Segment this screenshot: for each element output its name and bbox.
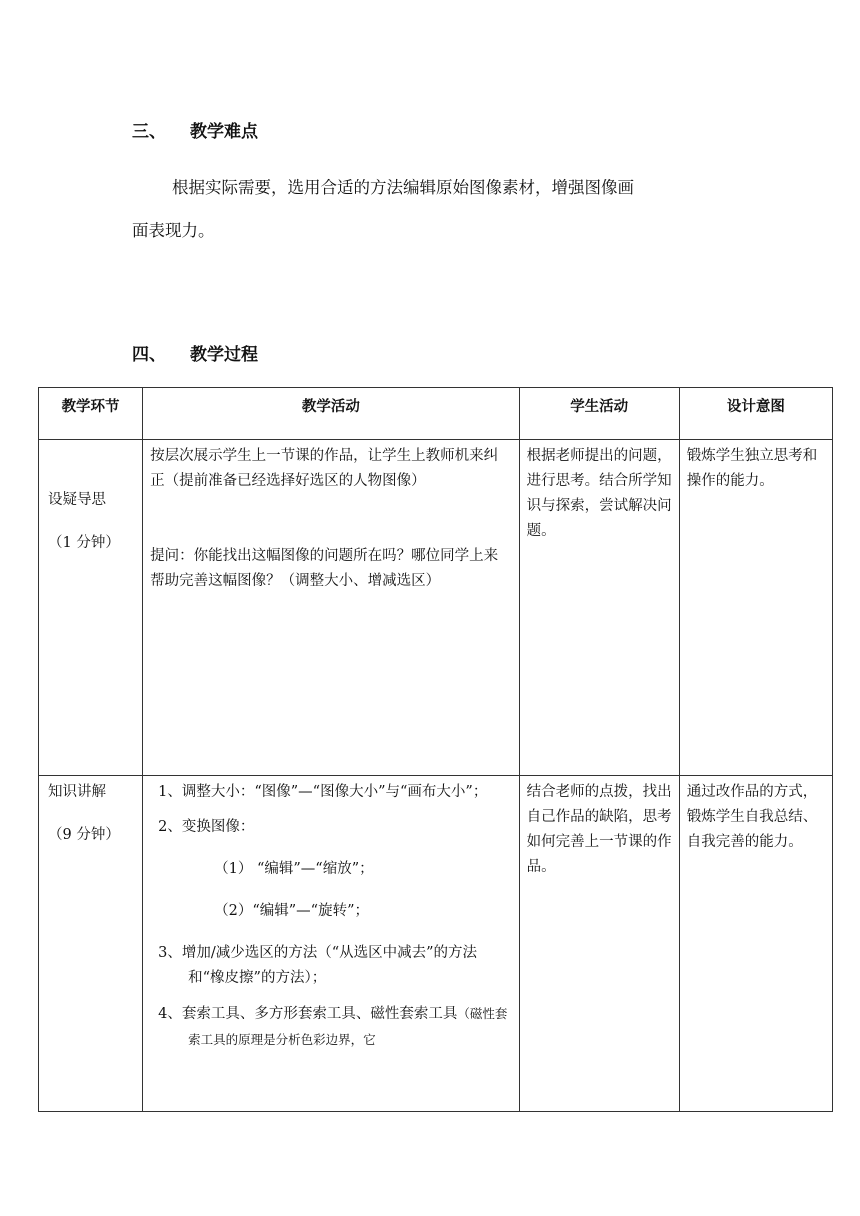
table-row (39, 440, 833, 776)
list-item: 1、调整大小：“图像”—“图像大小”与“画布大小”； (158, 784, 488, 800)
list-item: 2、变换图像： (158, 819, 255, 835)
section-number: 四、 (132, 345, 166, 365)
header-student-activity: 学生活动 (519, 388, 679, 440)
design-intent-text: 锻炼学生独立思考和操作的能力。 (686, 448, 818, 489)
difficulty-line-2: 面表现力。 (132, 221, 215, 240)
activity-paragraph: 按层次展示学生上一节课的作品，让学生上教师机来纠正（提前准备已经选择好选区的人物图像） (150, 448, 499, 489)
teaching-process-table (38, 387, 833, 1112)
section-heading-4 (132, 340, 258, 365)
header-stage: 教学环节 (39, 388, 143, 440)
section-title: 教学难点 (190, 122, 258, 142)
list-item-note: （磁性套索工具的原理是分析色彩边界，它 (188, 1006, 508, 1047)
design-intent-cell (679, 776, 832, 1112)
student-activity-cell (519, 440, 679, 776)
header-design-intent: 设计意图 (679, 388, 832, 440)
stage-cell (39, 776, 143, 1112)
student-activity-text: 根据老师提出的问题，进行思考。结合所学知识与探索，尝试解决问题。 (526, 448, 672, 539)
stage-duration: （1 分钟） (48, 535, 120, 551)
difficulty-paragraph (132, 166, 732, 252)
list-item (150, 1001, 511, 1053)
teaching-activity-cell (143, 440, 519, 776)
design-intent-cell (679, 440, 832, 776)
stage-name: 知识讲解 (48, 784, 106, 800)
student-activity-text: 结合老师的点拨，找出自己作品的缺陷，思考如何完善上一节课的作品。 (526, 784, 672, 875)
list-item-text: 4、套索工具、多方形套索工具、磁性套索工具 (158, 1006, 458, 1022)
teaching-activity-cell (143, 776, 519, 1112)
list-item: （1） “编辑”—“缩放”； (214, 861, 374, 877)
stage-cell (39, 440, 143, 776)
table-header-row (39, 388, 833, 440)
stage-name: 设疑导思 (48, 492, 106, 508)
table-row (39, 776, 833, 1112)
list-item: 3、增加/减少选区的方法（“从选区中减去”的方法和“橡皮擦”的方法）； (158, 945, 478, 986)
section-heading-3 (132, 117, 258, 142)
difficulty-line-1: 根据实际需要，选用合适的方法编辑原始图像素材，增强图像画 (172, 178, 634, 197)
section-title: 教学过程 (190, 345, 258, 365)
design-intent-text: 通过改作品的方式，锻炼学生自我总结、自我完善的能力。 (686, 784, 818, 850)
stage-duration: （9 分钟） (48, 827, 120, 843)
header-teaching-activity: 教学活动 (143, 388, 519, 440)
list-item: （2）“编辑”—“旋转”； (214, 903, 370, 919)
student-activity-cell (519, 776, 679, 1112)
activity-paragraph: 提问：你能找出这幅图像的问题所在吗？哪位同学上来帮助完善这幅图像？（调整大小、增减选区） (150, 548, 499, 589)
section-number: 三、 (132, 122, 166, 142)
